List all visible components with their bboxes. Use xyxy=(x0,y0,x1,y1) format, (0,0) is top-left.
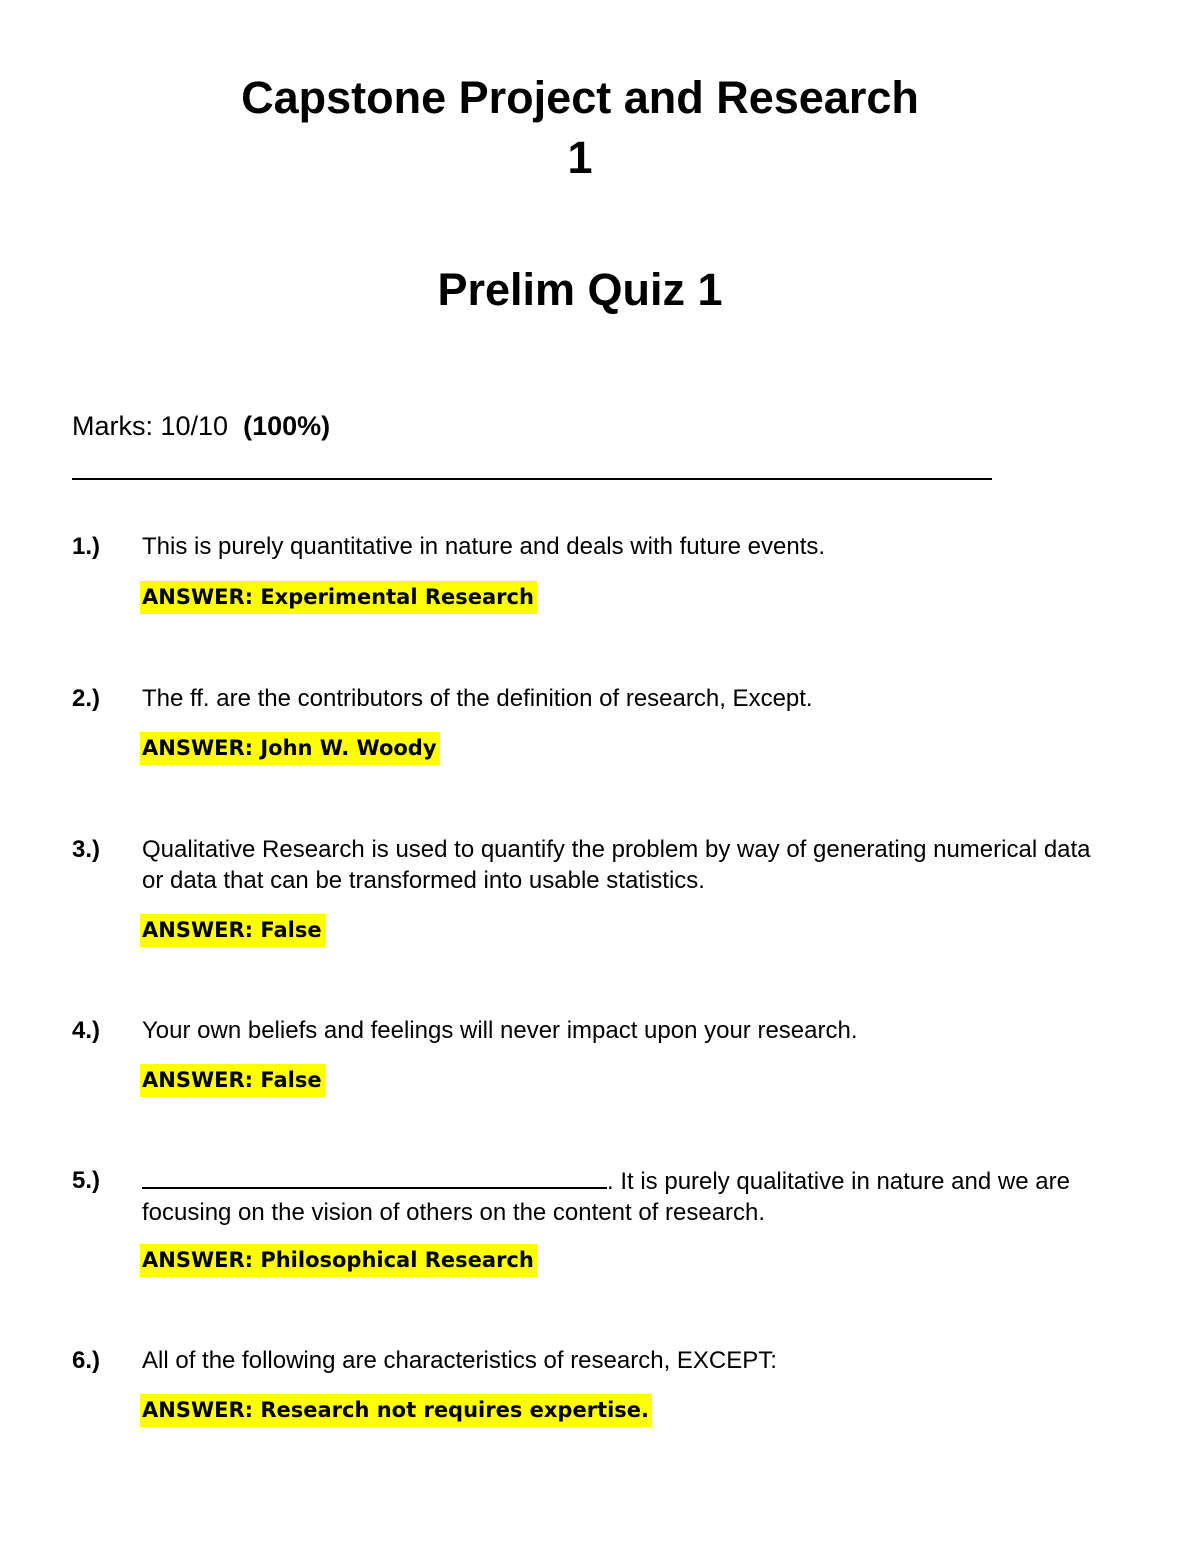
question-text: Your own beliefs and feelings will never impact upon your research. xyxy=(142,1017,858,1044)
answer-highlight: ANSWER: False xyxy=(140,914,325,947)
question-text: Qualitative Research is used to quantify the problem by way of generating numerical data or data that can be transformed into usable statistics. xyxy=(142,836,1091,894)
question-text: All of the following are characteristics of research, EXCEPT: xyxy=(142,1347,777,1374)
question-text-with-blank xyxy=(142,1165,1117,1228)
answer-highlight: ANSWER: John W. Woody xyxy=(140,732,440,765)
fill-in-blank xyxy=(142,1165,607,1189)
question-text: This is purely quantitative in nature and deals with future events. xyxy=(142,533,826,560)
question-number: 4.) xyxy=(72,1017,101,1044)
question-number: 2.) xyxy=(72,685,101,712)
question-text: The ff. are the contributors of the definition of research, Except. xyxy=(142,685,813,712)
marks-percent: (100%) xyxy=(243,411,331,441)
answer-highlight: ANSWER: Research not requires expertise. xyxy=(140,1394,652,1427)
question-number: 3.) xyxy=(72,836,101,863)
answer-highlight: ANSWER: False xyxy=(140,1064,325,1097)
answer-highlight: ANSWER: Philosophical Research xyxy=(140,1244,537,1277)
question-number: 1.) xyxy=(72,533,101,560)
question-number: 5.) xyxy=(72,1167,101,1194)
answer-highlight: ANSWER: Experimental Research xyxy=(140,581,537,614)
document-title: Capstone Project and Research xyxy=(241,72,919,123)
question-number: 6.) xyxy=(72,1347,101,1374)
question-text: . It is purely qualitative in nature and we are focusing on the vision of others on the content of research. xyxy=(142,1168,1070,1226)
quiz-title: Prelim Quiz 1 xyxy=(437,264,723,315)
divider-line xyxy=(72,478,992,480)
marks-score: Marks: 10/10 xyxy=(72,411,229,441)
document-title-number: 1 xyxy=(567,132,593,183)
marks-summary xyxy=(72,408,330,444)
